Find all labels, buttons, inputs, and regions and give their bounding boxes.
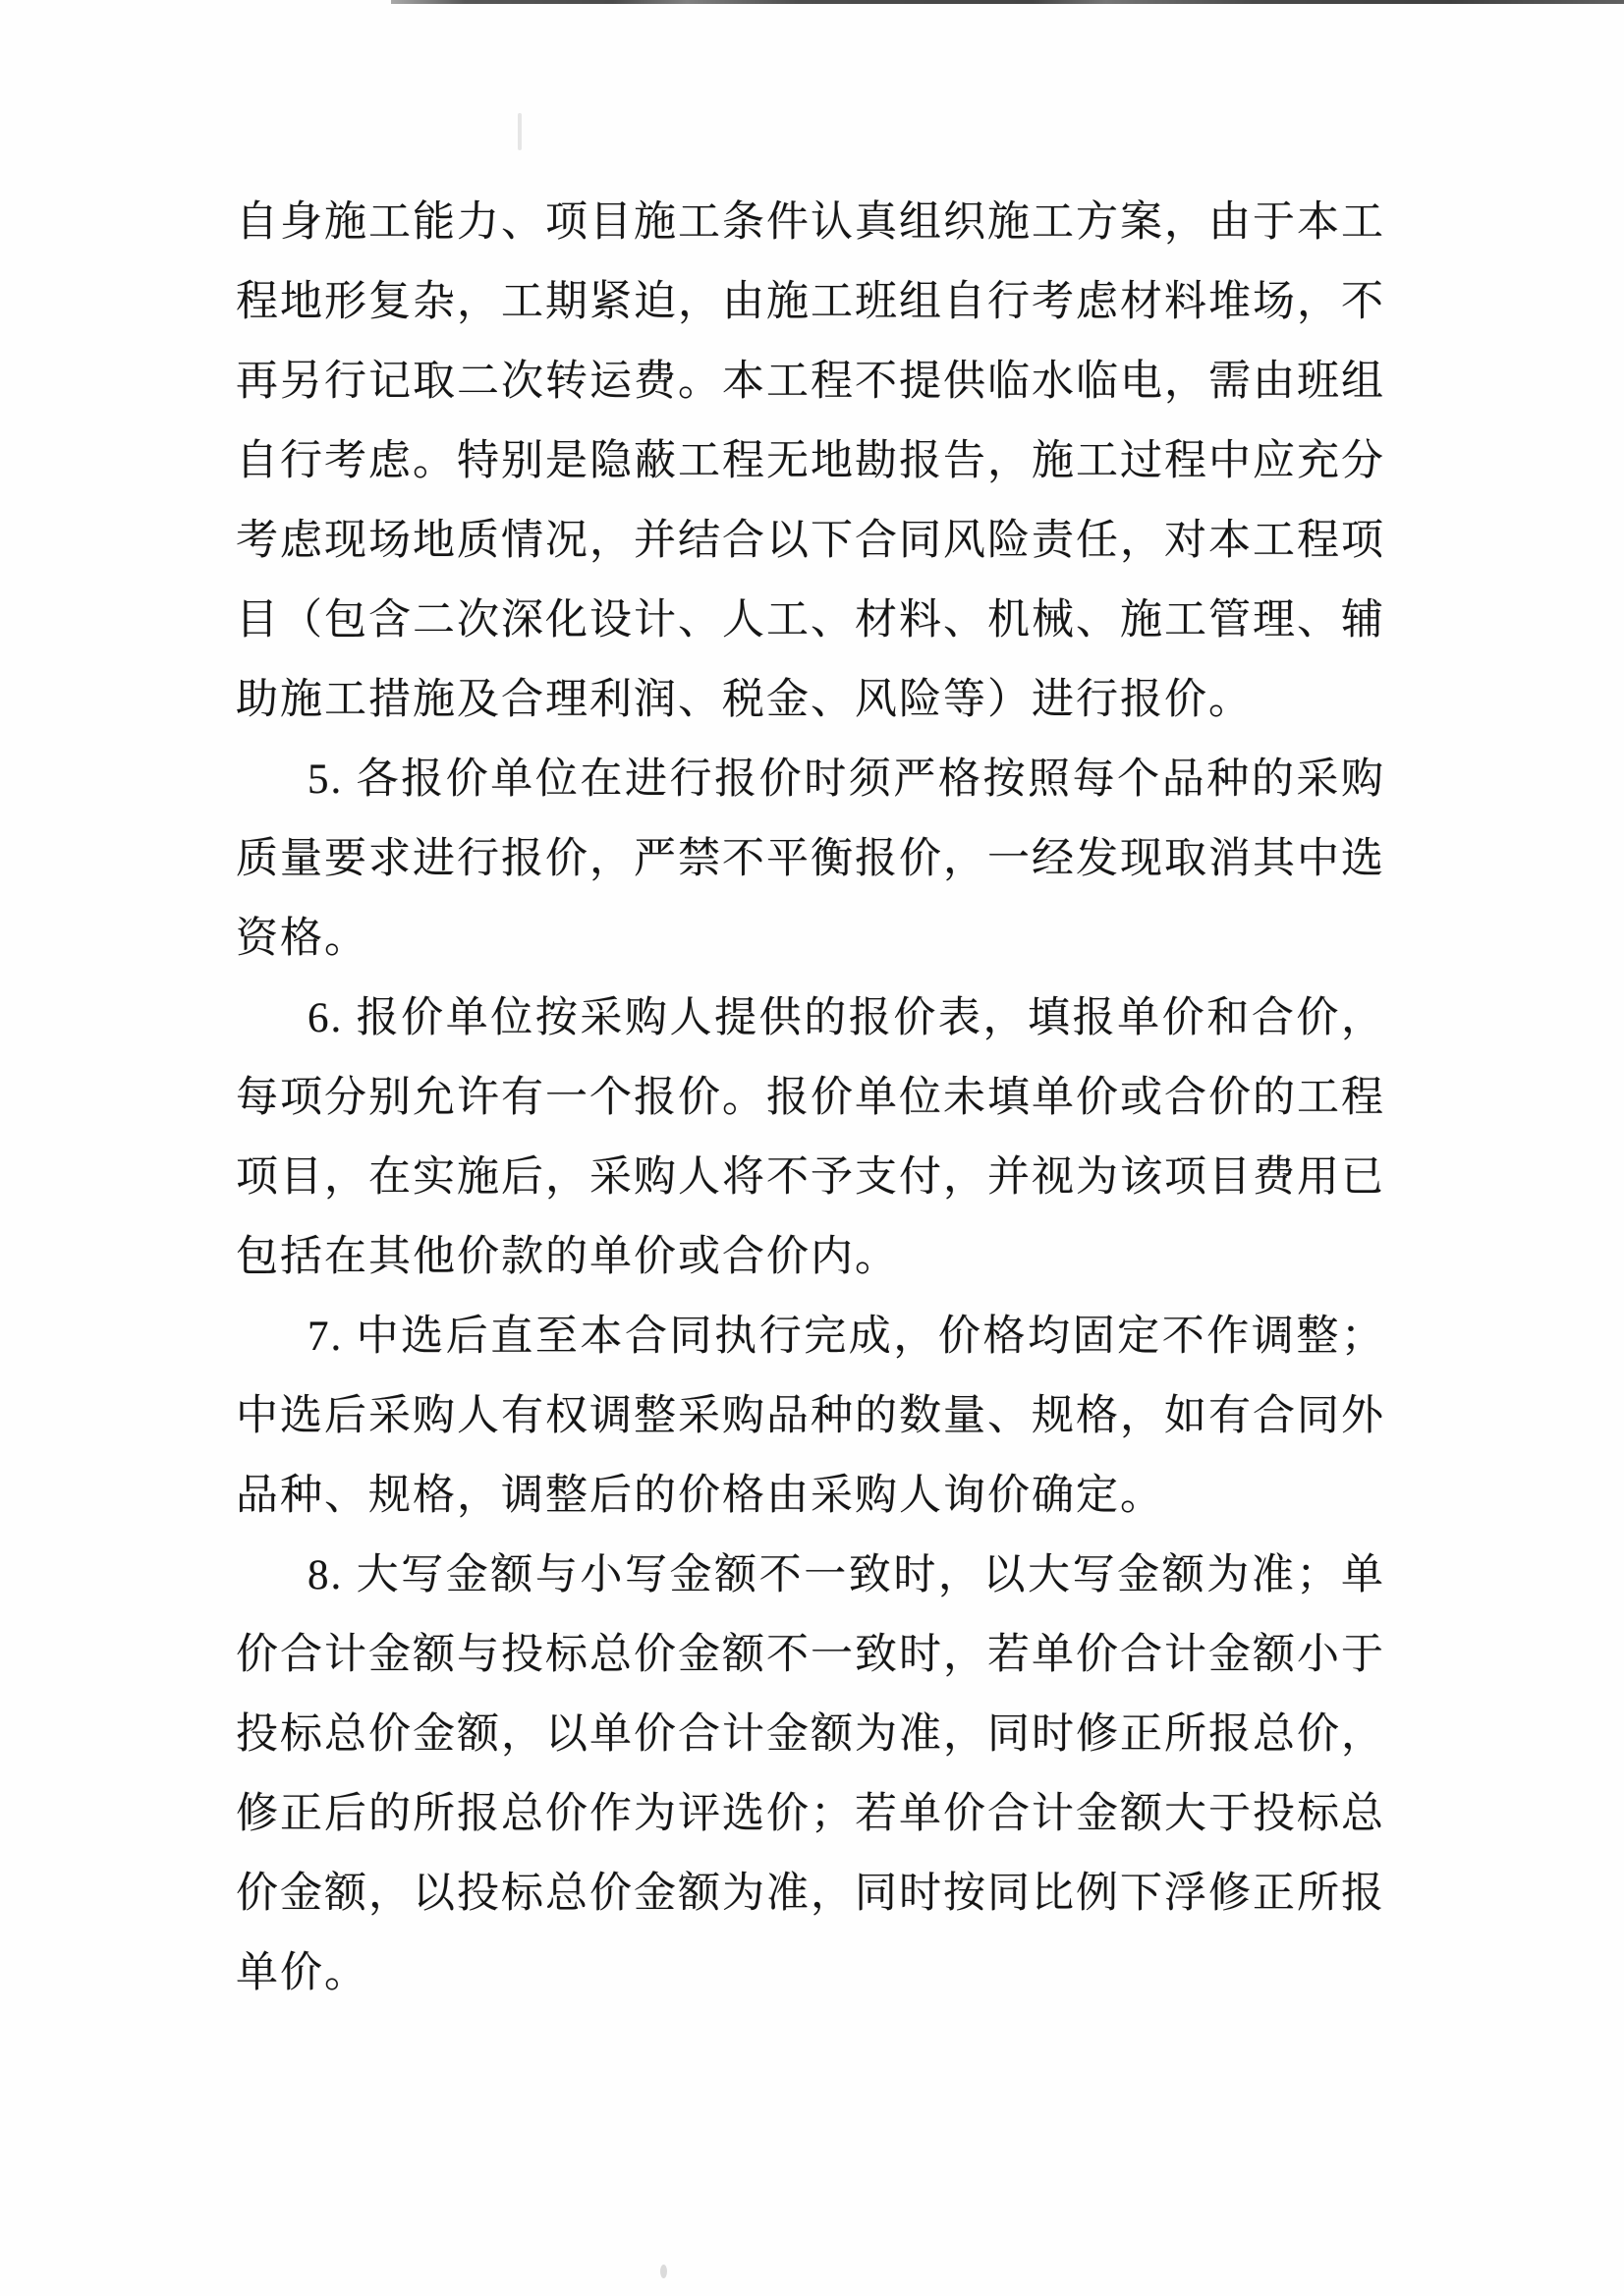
text-line: 资格。	[236, 916, 368, 962]
text-line: 再另行记取二次转运费。本工程不提供临水临电，需由班组	[236, 359, 1385, 405]
text-line: 助施工措施及合理利润、税金、风险等）进行报价。	[236, 677, 1253, 723]
text-line: 投标总价金额，以单价合计金额为准，同时修正所报总价，	[236, 1711, 1385, 1758]
text-line: 6. 报价单位按采购人提供的报价表，填报单价和合价，	[308, 995, 1385, 1041]
text-line: 每项分别允许有一个报价。报价单位未填单价或合价的工程	[236, 1075, 1385, 1121]
text-line: 品种、规格，调整后的价格由采购人询价确定。	[236, 1473, 1164, 1519]
text-line: 目（包含二次深化设计、人工、材料、机械、施工管理、辅	[236, 597, 1385, 644]
text-line: 7. 中选后直至本合同执行完成，价格均固定不作调整；	[308, 1314, 1385, 1360]
scan-speck-artifact	[660, 2265, 667, 2278]
text-line: 5. 各报价单位在进行报价时须严格按照每个品种的采购	[308, 756, 1385, 803]
scan-smudge-artifact	[518, 113, 522, 150]
text-line: 质量要求进行报价，严禁不平衡报价，一经发现取消其中选	[236, 836, 1385, 882]
text-line: 价合计金额与投标总价金额不一致时，若单价合计金额小于	[236, 1632, 1385, 1678]
text-line: 包括在其他价款的单价或合价内。	[236, 1234, 899, 1280]
text-line: 项目，在实施后，采购人将不予支付，并视为该项目费用已	[236, 1154, 1385, 1201]
text-line: 自行考虑。特别是隐蔽工程无地勘报告，施工过程中应充分	[236, 438, 1385, 484]
text-line: 自身施工能力、项目施工条件认真组织施工方案，由于本工	[236, 199, 1385, 246]
document-text-block	[236, 183, 1385, 2013]
text-line: 程地形复杂，工期紧迫，由施工班组自行考虑材料堆场，不	[236, 279, 1385, 325]
scan-edge-artifact	[391, 0, 1624, 4]
text-line: 修正后的所报总价作为评选价；若单价合计金额大于投标总	[236, 1791, 1385, 1837]
text-line: 单价。	[236, 1950, 368, 1996]
text-line: 考虑现场地质情况，并结合以下合同风险责任，对本工程项	[236, 518, 1385, 564]
text-line: 价金额，以投标总价金额为准，同时按同比例下浮修正所报	[236, 1871, 1385, 1917]
text-line: 8. 大写金额与小写金额不一致时，以大写金额为准；单	[308, 1552, 1385, 1598]
text-line: 中选后采购人有权调整采购品种的数量、规格，如有合同外	[236, 1393, 1385, 1439]
